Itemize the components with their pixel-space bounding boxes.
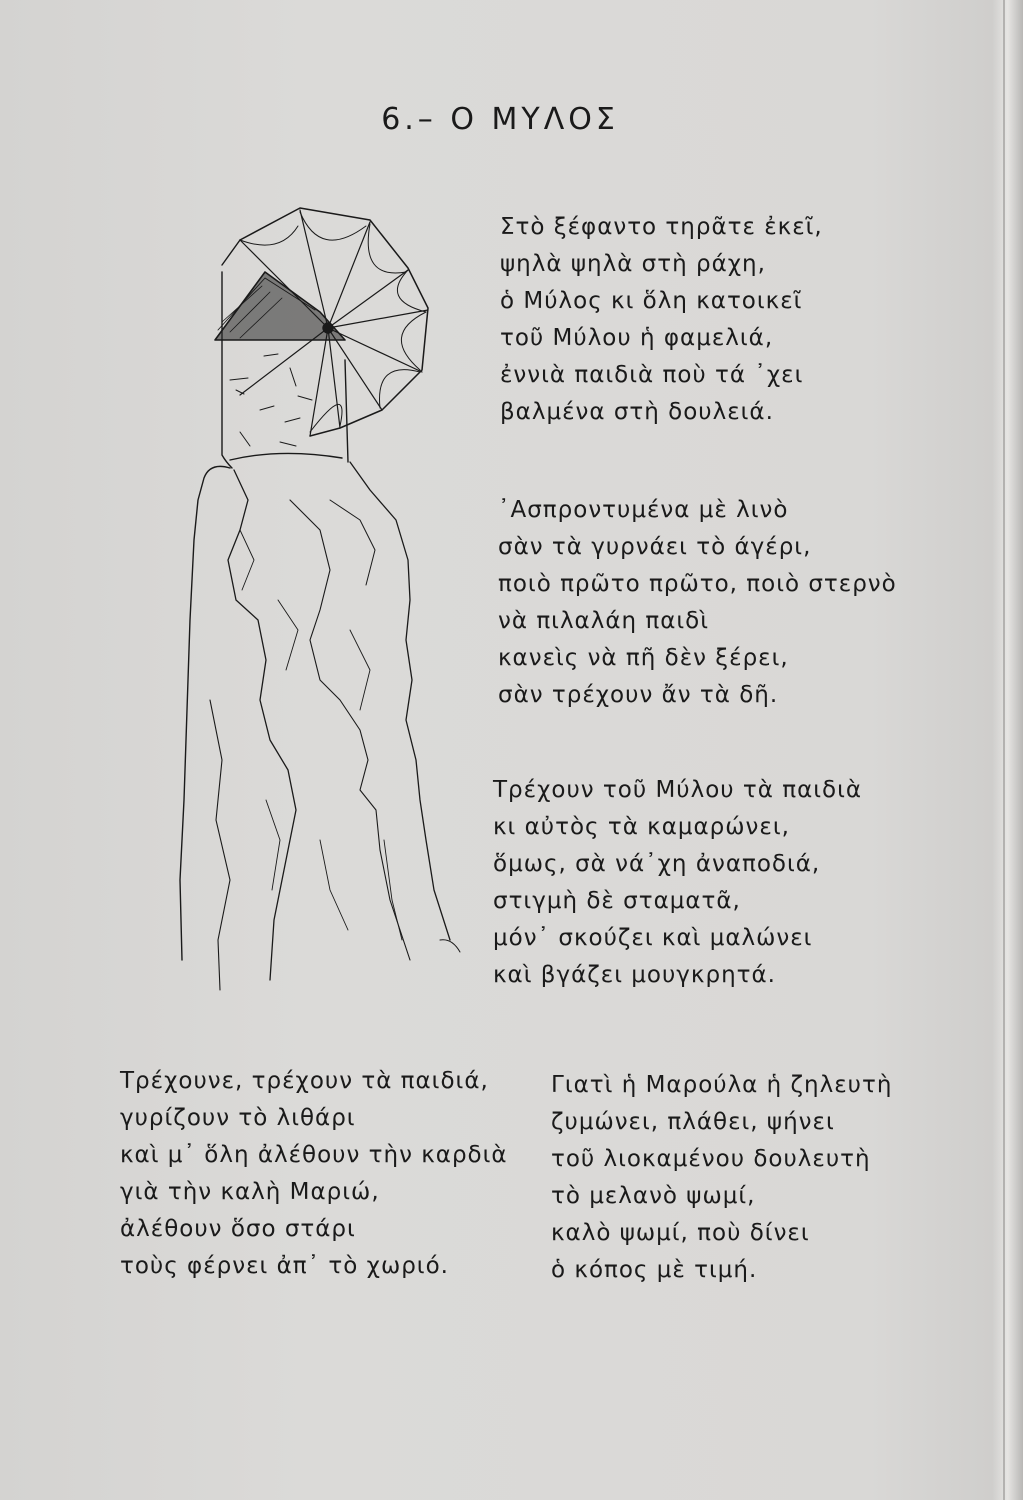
verse-line: ἐννιὰ παιδιὰ ποὺ τά ᾽χει [500, 362, 804, 388]
verse-line: ᾽Ασπροντυμένα μὲ λινὸ [498, 497, 789, 523]
verse-line: ζυμώνει, πλάθει, ψήνει [551, 1109, 835, 1135]
verse-line: τὸ μελανὸ ψωμί, [551, 1183, 756, 1209]
stanza-2 [498, 492, 897, 714]
verse-line: ψηλὰ ψηλὰ στὴ ράχη, [500, 251, 766, 277]
verse-line: κι αὐτὸς τὰ καμαρώνει, [493, 814, 790, 840]
page-edge [1003, 0, 1005, 1500]
verse-line: στιγμὴ δὲ σταματᾶ, [493, 888, 741, 914]
verse-line: τοὺς φέρνει ἀπ᾽ τὸ χωριό. [120, 1253, 449, 1279]
verse-line: καὶ βγάζει μουγκρητά. [493, 962, 776, 988]
verse-line: καὶ μ᾽ ὅλη ἀλέθουν τὴν καρδιὰ [120, 1142, 508, 1168]
stanza-1 [500, 209, 823, 431]
verse-line: ὅμως, σὰ νά᾽χη ἀναποδιά, [493, 851, 821, 877]
stanza-4 [120, 1063, 508, 1285]
verse-line: τοῦ Μύλου ἡ φαμελιά, [500, 325, 774, 351]
verse-line: νὰ πιλαλάη παιδὶ [498, 608, 710, 634]
verse-line: σὰν τὰ γυρνάει τὸ άγέρι, [498, 534, 812, 560]
verse-line: ποιὸ πρῶτο πρῶτο, ποιὸ στερνὸ [498, 571, 897, 597]
verse-line: Τρέχουν τοῦ Μύλου τὰ παιδιὰ [493, 777, 863, 803]
verse-line: καλὸ ψωμί, ποὺ δίνει [551, 1220, 810, 1246]
verse-line: βαλμένα στὴ δουλειά. [500, 399, 774, 425]
windmill-illustration [170, 200, 470, 1000]
verse-line: τοῦ λιοκαμένου δουλευτὴ [551, 1146, 871, 1172]
verse-line: Στὸ ξέφαντο τηρᾶτε ἐκεῖ, [500, 214, 823, 240]
poem-title: 6.– Ο ΜΥΛΟΣ [381, 102, 619, 138]
verse-line: κανεὶς νὰ πῆ δὲν ξέρει, [498, 645, 789, 671]
stanza-5 [551, 1067, 892, 1289]
stanza-3 [493, 772, 862, 994]
verse-line: ὁ Μύλος κι ὅλη κατοικεῖ [500, 288, 803, 314]
verse-line: ὁ κόπος μὲ τιμή. [551, 1257, 758, 1283]
verse-line: σὰν τρέχουν ἄν τὰ δῆ. [498, 682, 779, 708]
verse-line: γυρίζουν τὸ λιθάρι [120, 1105, 356, 1131]
verse-line: Τρέχουνε, τρέχουν τὰ παιδιά, [120, 1068, 489, 1094]
verse-line: Γιατὶ ἡ Μαρούλα ἡ ζηλευτὴ [551, 1072, 893, 1098]
verse-line: μόν᾽ σκούζει καὶ μαλώνει [493, 925, 813, 951]
verse-line: γιὰ τὴν καλὴ Μαριώ, [120, 1179, 380, 1205]
verse-line: ἀλέθουν ὅσο στάρι [120, 1216, 356, 1242]
